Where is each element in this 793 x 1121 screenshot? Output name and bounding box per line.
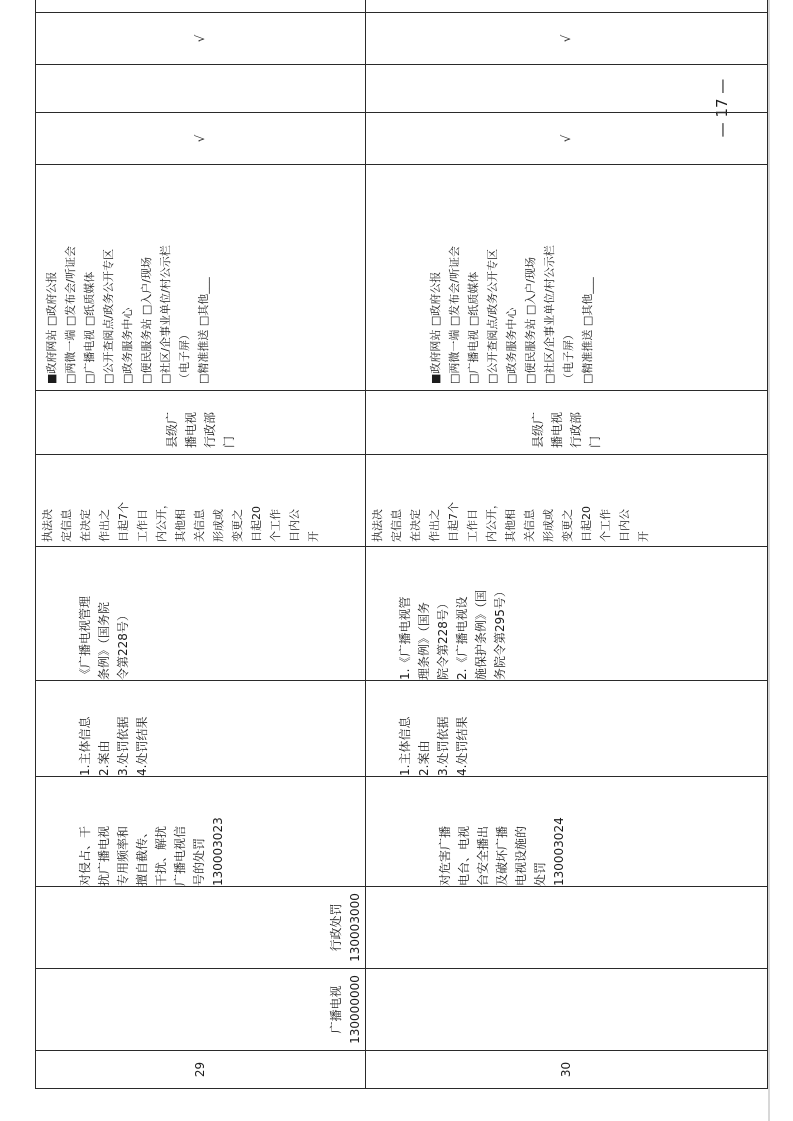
time-limit-line: 工作日 (136, 509, 149, 542)
channel-line: □社区/企事业单位/村公示栏 (543, 245, 556, 384)
check-mark: √ (559, 34, 573, 43)
element-line: 1.主体信息 (398, 716, 412, 776)
time-limit-line: 变更之 (231, 509, 244, 542)
item-line: 及破坏广播 (495, 825, 509, 886)
item-line: 专用频率和 (116, 825, 130, 886)
row-seq: 29 (193, 1061, 207, 1078)
basis-line: 令第228号） (116, 609, 130, 680)
time-limit-line: 执法决 (371, 509, 384, 542)
time-limit-line: 个工作 (599, 509, 612, 542)
time-limit-line: 在决定 (409, 509, 422, 542)
time-limit-line: 开 (637, 531, 650, 542)
time-limit-line: 内公开， (485, 498, 498, 542)
item-line: 干扰、解扰 (154, 825, 168, 886)
second-level-cell (366, 887, 768, 969)
time-limit-line: 日内公 (288, 509, 301, 542)
item-line: 扰广播电视 (97, 825, 111, 886)
item-line: 台安全播出 (476, 825, 490, 886)
channel-line: □社区/企事业单位/村公示栏 (159, 245, 172, 384)
time-limit-line: 日起20 (250, 506, 263, 542)
time-limit-line: 定信息 (60, 509, 73, 542)
check-cell-request (36, 0, 366, 13)
channel-line: □便民服务站 □入户/现场 (140, 257, 153, 384)
channel-line: （电子屏） (562, 329, 575, 384)
second-level-code: 130003000 (348, 893, 362, 962)
item-line: 电台、电视 (457, 825, 471, 886)
check-cell-specific (366, 65, 768, 113)
disclosure-table (35, 0, 768, 1089)
check-mark: √ (193, 34, 207, 43)
basis-line: 施保护条例》（国 (474, 589, 488, 680)
check-mark: √ (559, 134, 573, 143)
time-limit-line: 形成或 (212, 509, 225, 542)
item-code: 130003023 (211, 817, 225, 886)
first-level-line: 广播电视 (329, 985, 343, 1034)
row-seq: 30 (559, 1061, 573, 1078)
subject-line: 播电视 (549, 411, 564, 448)
element-line: 3.处罚依据 (436, 716, 450, 776)
item-cell (366, 777, 768, 887)
subject-line: 行政部 (568, 411, 583, 448)
item-cell (36, 777, 366, 887)
channel-line: □政务服务中心 (505, 307, 518, 384)
item-line: 擅自截传、 (135, 825, 149, 886)
row-seq-cell (36, 1051, 366, 1089)
subject-line: 门 (587, 435, 602, 448)
channel-line: ■政府网站 □政府公报 (45, 271, 58, 384)
element-line: 3.处罚依据 (116, 716, 130, 776)
time-limit-line: 日起20 (580, 506, 593, 542)
elements-cell (366, 681, 768, 777)
basis-line: 《广播电视管理 (78, 595, 92, 680)
channel-line: （电子屏） (178, 329, 191, 384)
time-limit-line: 关信息 (193, 509, 206, 542)
basis-line: 务院令第295号） (493, 585, 507, 680)
check-cell-request (366, 0, 768, 13)
channels-cell (366, 165, 768, 391)
basis-line: 院令第228号） (436, 597, 450, 680)
time-limit-line: 开 (307, 531, 320, 542)
item-line: 处罚 (533, 861, 547, 886)
time-limit-line: 工作日 (466, 509, 479, 542)
channel-line: □广播电视 □纸质媒体 (467, 271, 480, 384)
item-line: 电视设施的 (514, 825, 528, 886)
table-row (366, 0, 768, 1089)
subject-line: 行政部 (202, 411, 217, 448)
check-cell-active (366, 13, 768, 65)
channel-line: □公开查阅点/政务公开专区 (102, 248, 115, 384)
first-level-cell (36, 969, 366, 1051)
basis-line: 理条例》（国务 (417, 601, 431, 680)
time-limit-line: 执法决 (41, 509, 54, 542)
basis-line: 1.《广播电视管 (398, 596, 412, 680)
time-limit-line: 日起7个 (447, 502, 460, 542)
first-level-cell (366, 969, 768, 1051)
time-limit-line: 个工作 (269, 509, 282, 542)
time-limit-line: 日起7个 (117, 502, 130, 542)
check-cell-specific (36, 65, 366, 113)
subject-cell (36, 391, 366, 455)
check-cell-active (36, 13, 366, 65)
basis-cell (366, 547, 768, 681)
time-limit-line: 变更之 (561, 509, 574, 542)
time-limit-line: 在决定 (79, 509, 92, 542)
subject-line: 县级广 (164, 411, 179, 448)
subject-cell (366, 391, 768, 455)
channel-line: □两微一端 □发布会/听证会 (448, 246, 461, 384)
item-line: 对危害广播 (438, 825, 452, 886)
time-limit-line: 作出之 (428, 509, 441, 542)
scan-edge (768, 0, 770, 1121)
element-line: 4.处罚结果 (455, 716, 469, 776)
basis-line: 条例》（国务院 (97, 601, 111, 680)
time-limit-line: 其他相 (174, 509, 187, 542)
elements-cell (36, 681, 366, 777)
subject-line: 县级广 (530, 411, 545, 448)
time-limit-line: 其他相 (504, 509, 517, 542)
item-line: 对侵占、干 (78, 825, 92, 886)
subject-line: 门 (221, 435, 236, 448)
item-code: 130003024 (552, 817, 566, 886)
time-limit-line: 内公开， (155, 498, 168, 542)
channel-line: □公开查阅点/政务公开专区 (486, 248, 499, 384)
basis-cell (36, 547, 366, 681)
channel-line: □政务服务中心 (121, 307, 134, 384)
check-mark: √ (193, 134, 207, 143)
time-limit-cell (366, 455, 768, 547)
channel-line: □两微一端 □发布会/听证会 (64, 246, 77, 384)
table-row (36, 0, 366, 1089)
time-limit-line: 日内公 (618, 509, 631, 542)
row-seq-cell (366, 1051, 768, 1089)
page-number: — 17 — (713, 78, 731, 138)
first-level-code: 130000000 (348, 975, 362, 1044)
check-cell-public (366, 113, 768, 165)
time-limit-cell (36, 455, 366, 547)
disclosure-table-rotated (35, 34, 767, 1089)
channels-cell (36, 165, 366, 391)
element-line: 2.案由 (417, 740, 431, 776)
element-line: 1.主体信息 (78, 716, 92, 776)
basis-line: 2.《广播电视设 (455, 596, 469, 680)
channel-line: □广播电视 □纸质媒体 (83, 271, 96, 384)
time-limit-line: 作出之 (98, 509, 111, 542)
check-cell-public (36, 113, 366, 165)
channel-line: □精准推送 □其他___ (581, 277, 594, 384)
subject-line: 播电视 (183, 411, 198, 448)
channel-line: □便民服务站 □入户/现场 (524, 257, 537, 384)
second-level-line: 行政处罚 (329, 903, 343, 952)
time-limit-line: 关信息 (523, 509, 536, 542)
item-line: 广播电视信 (173, 825, 187, 886)
element-line: 4.处罚结果 (135, 716, 149, 776)
element-line: 2.案由 (97, 740, 111, 776)
second-level-cell (36, 887, 366, 969)
time-limit-line: 形成或 (542, 509, 555, 542)
channel-line: ■政府网站 □政府公报 (429, 271, 442, 384)
item-line: 号的处罚 (192, 837, 206, 886)
time-limit-line: 定信息 (390, 509, 403, 542)
channel-line: □精准推送 □其他___ (197, 277, 210, 384)
